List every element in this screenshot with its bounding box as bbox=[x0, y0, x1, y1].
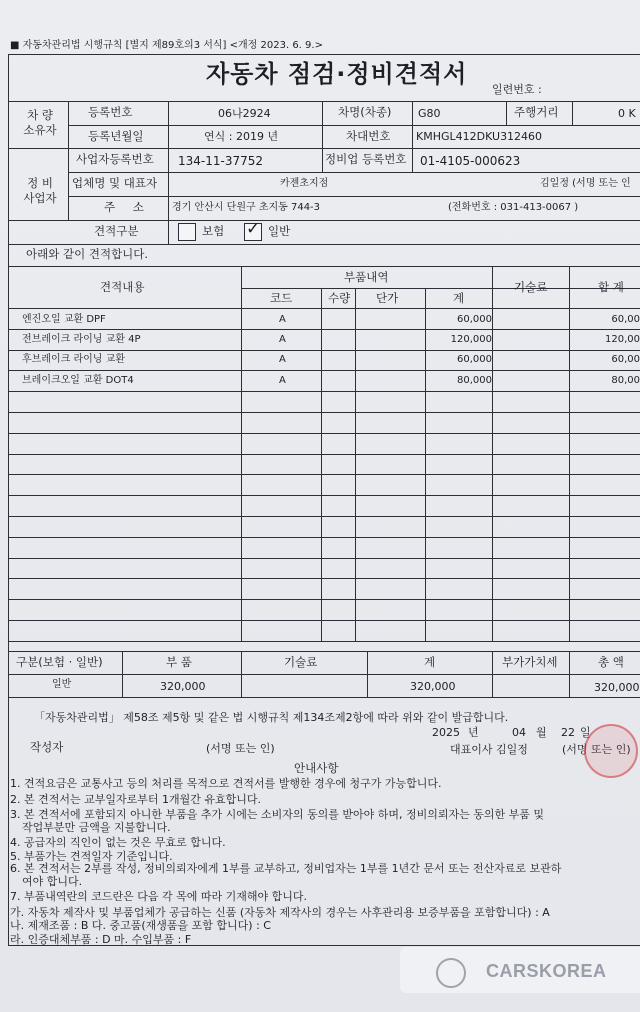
table-grid-line bbox=[8, 537, 640, 538]
summary-vat-header: 부가가치세 bbox=[502, 655, 558, 669]
table-grid-line bbox=[321, 288, 322, 641]
table-grid-line bbox=[492, 266, 493, 641]
summary-type-value: 일반 bbox=[52, 679, 72, 690]
table-grid-line bbox=[8, 620, 640, 621]
notice-item: 가. 자동차 제작사 및 부품업체가 공급하는 신품 (자동차 제작사의 경우는 사후관리용 보증부품을 포함합니다) : A bbox=[10, 906, 550, 919]
table-grid-line bbox=[8, 329, 640, 330]
phone-value: (전화번호 : 031-413-0067 ) bbox=[448, 202, 579, 213]
shop-name-label: 업체명 및 대표자 bbox=[72, 176, 158, 190]
table-grid-line bbox=[8, 599, 640, 600]
repair-no-label: 정비업 등록번호 bbox=[325, 152, 407, 166]
divider bbox=[506, 101, 507, 125]
serial-label: 일련번호 : bbox=[492, 83, 542, 96]
table-grid-line bbox=[8, 308, 640, 309]
notice-item: 3. 본 견적서에 포함되지 아니한 부품을 추가 시에는 소비자의 동의를 받아야 하며, 정비의뢰자는 동의한 부품 및 bbox=[10, 808, 544, 821]
col-code-header: 코드 bbox=[270, 291, 293, 305]
carskorea-logo-icon bbox=[436, 958, 466, 988]
writer-sign-label: (서명 또는 인) bbox=[206, 742, 275, 755]
divider bbox=[8, 651, 640, 652]
notice-item: 6. 본 견적서는 2부를 작성, 정비의뢰자에게 1부를 교부하고, 정비업자는 1부를 1년간 문서 또는 전산자료로 보관하 bbox=[10, 862, 562, 875]
summary-sum-value: 320,000 bbox=[410, 680, 456, 693]
table-grid-line bbox=[8, 474, 640, 475]
table-grid-line bbox=[425, 288, 426, 641]
divider bbox=[8, 101, 640, 102]
summary-labor-header: 기술료 bbox=[284, 655, 318, 669]
company-seal bbox=[584, 724, 638, 778]
row-code: A bbox=[279, 375, 286, 386]
owner-section-label: 차 량 소유자 bbox=[23, 108, 57, 137]
insurance-option-label: 보험 bbox=[202, 224, 225, 238]
issue-statement: 「자동차관리법」 제58조 제5항 및 같은 법 시행규칙 제134조제2항에 따라 위와 같이 발급합니다. bbox=[34, 711, 509, 724]
row-item: 브레이크오일 교환 DOT4 bbox=[22, 375, 134, 386]
notice-item: 작업부분만 금액을 지불합니다. bbox=[22, 821, 171, 834]
representative: 김일정 (서명 또는 인 bbox=[540, 178, 631, 189]
biz-no-value: 134-11-37752 bbox=[178, 154, 264, 168]
mileage-label: 주행거리 bbox=[514, 105, 559, 119]
notice-item: 나. 제재조품 : B 다. 중고품(재생품을 포함 합니다) : C bbox=[10, 919, 271, 932]
divider bbox=[8, 148, 640, 149]
divider bbox=[122, 651, 123, 697]
divider bbox=[569, 651, 570, 697]
intro-text: 아래와 같이 견적합니다. bbox=[26, 247, 149, 261]
divider bbox=[168, 101, 169, 244]
repair-no-value: 01-4105-000623 bbox=[420, 154, 521, 168]
divider bbox=[492, 651, 493, 697]
table-grid-line bbox=[8, 578, 640, 579]
page-title: 자동차 점검·정비견적서 bbox=[206, 60, 468, 88]
divider bbox=[572, 101, 573, 125]
ceo-sign-label: (서명 또는 인) bbox=[562, 743, 631, 756]
row-code: A bbox=[279, 314, 286, 325]
col-unit-header: 단가 bbox=[376, 291, 399, 305]
summary-parts-value: 320,000 bbox=[160, 680, 206, 693]
divider bbox=[241, 651, 242, 697]
table-grid-line bbox=[8, 433, 640, 434]
summary-sum-header: 계 bbox=[424, 655, 436, 669]
date-year-unit: 년 bbox=[468, 726, 479, 739]
form-header: ■ 자동차관리법 시행규칙 [별지 제89호의3 서식] <개정 2023. 6. 9.> bbox=[10, 40, 323, 51]
reg-no-label: 등록번호 bbox=[88, 105, 133, 119]
biz-no-label: 사업자등록번호 bbox=[76, 152, 154, 166]
col-parts-header: 부품내역 bbox=[344, 270, 389, 284]
table-grid-line bbox=[241, 266, 242, 641]
table-grid-line bbox=[8, 558, 640, 559]
summary-type-header: 구분(보험 · 일반) bbox=[16, 655, 103, 669]
summary-total-header: 총 액 bbox=[598, 655, 624, 669]
col-item-header: 견적내용 bbox=[100, 280, 145, 294]
divider bbox=[68, 101, 69, 220]
address-label: 주 소 bbox=[104, 200, 144, 214]
vin-value: KMHGL412DKU312460 bbox=[416, 130, 543, 143]
table-grid-line bbox=[8, 370, 640, 371]
address-value: 경기 안산시 단원구 초지동 744-3 bbox=[172, 202, 321, 213]
model-label: 차명(차종) bbox=[338, 105, 392, 119]
row-sum: 60,000 bbox=[457, 314, 492, 325]
divider bbox=[8, 244, 640, 245]
divider bbox=[8, 674, 640, 675]
table-grid-line bbox=[8, 495, 640, 496]
row-total: 80,00 bbox=[611, 375, 640, 386]
reg-no-value: 06나2924 bbox=[218, 107, 271, 120]
table-grid-line bbox=[8, 391, 640, 392]
general-checkbox[interactable] bbox=[244, 219, 262, 241]
notice-item: 라. 인증대체부품 : D 마. 수입부품 : F bbox=[10, 933, 192, 946]
summary-total-value: 320,000 bbox=[594, 681, 640, 694]
row-code: A bbox=[279, 354, 286, 365]
notice-item: 1. 견적요금은 교통사고 등의 처리를 목적으로 견적서를 발행한 경우에 청구가 가능합니다. bbox=[10, 777, 442, 790]
date-day-unit: 일 bbox=[580, 726, 591, 739]
divider bbox=[412, 148, 413, 172]
divider bbox=[8, 266, 640, 267]
row-total: 60,00 bbox=[611, 354, 640, 365]
table-grid-line bbox=[8, 412, 640, 413]
summary-parts-header: 부 품 bbox=[166, 655, 192, 669]
divider bbox=[322, 101, 323, 148]
table-grid-line bbox=[569, 266, 570, 641]
writer-label: 작성자 bbox=[30, 740, 64, 754]
date-year: 2025 bbox=[432, 726, 460, 739]
shop-section-label: 정 비 사업자 bbox=[23, 176, 57, 205]
table-grid-line bbox=[241, 288, 640, 289]
divider bbox=[68, 125, 640, 126]
row-code: A bbox=[279, 334, 286, 345]
notice-item: 5. 부품가는 견적일자 기준입니다. bbox=[10, 850, 173, 863]
row-sum: 120,000 bbox=[450, 334, 492, 345]
notice-item: 7. 부품내역란의 코드란은 다음 각 목에 따라 기재해야 합니다. bbox=[10, 890, 307, 903]
col-qty-header: 수량 bbox=[328, 291, 351, 305]
divider bbox=[68, 172, 640, 173]
table-grid-line bbox=[8, 350, 640, 351]
divider bbox=[8, 697, 640, 698]
table-grid-line bbox=[8, 454, 640, 455]
table-grid-line bbox=[355, 288, 356, 641]
mileage-value: 0 K bbox=[618, 107, 636, 120]
date-month-unit: 월 bbox=[536, 726, 547, 739]
date-day: 22 bbox=[561, 726, 575, 739]
row-sum: 80,000 bbox=[457, 375, 492, 386]
col-sum-header: 계 bbox=[453, 291, 465, 305]
insurance-checkbox[interactable] bbox=[178, 223, 196, 241]
row-item: 후브레이크 라이닝 교환 bbox=[22, 354, 125, 365]
row-sum: 60,000 bbox=[457, 354, 492, 365]
col-total-header: 합 계 bbox=[598, 280, 624, 294]
notice-item: 2. 본 견적서는 교부일자로부터 1개월간 유효합니다. bbox=[10, 793, 261, 806]
table-grid-line bbox=[8, 641, 640, 642]
notice-item: 4. 공급자의 직인이 없는 것은 무효로 합니다. bbox=[10, 836, 226, 849]
watermark-text: CARSKOREA bbox=[486, 961, 607, 981]
reg-date-label: 등록년월일 bbox=[88, 129, 144, 143]
estimate-type-label: 견적구분 bbox=[94, 224, 139, 238]
row-total: 120,00 bbox=[605, 334, 640, 345]
divider bbox=[68, 196, 640, 197]
ceo-name: 대표이사 김일정 bbox=[450, 743, 528, 756]
reg-date-value: 연식 : 2019 년 bbox=[204, 130, 279, 143]
divider bbox=[8, 220, 640, 221]
shop-name-value: 카젠초지점 bbox=[280, 178, 329, 189]
vin-label: 차대번호 bbox=[346, 129, 391, 143]
date-month: 04 bbox=[512, 726, 526, 739]
check-icon: ✓ bbox=[246, 219, 261, 239]
divider bbox=[367, 651, 368, 697]
notice-item: 여야 합니다. bbox=[22, 875, 83, 888]
notice-title: 안내사항 bbox=[294, 761, 339, 775]
col-labor-header: 기술료 bbox=[514, 280, 548, 294]
row-total: 60,00 bbox=[611, 314, 640, 325]
divider bbox=[412, 101, 413, 148]
divider bbox=[322, 148, 323, 172]
model-value: G80 bbox=[418, 107, 441, 120]
row-item: 엔진오일 교환 DPF bbox=[22, 314, 106, 325]
table-grid-line bbox=[8, 516, 640, 517]
row-item: 전브레이크 라이닝 교환 4P bbox=[22, 334, 141, 345]
general-option-label: 일반 bbox=[268, 224, 291, 238]
